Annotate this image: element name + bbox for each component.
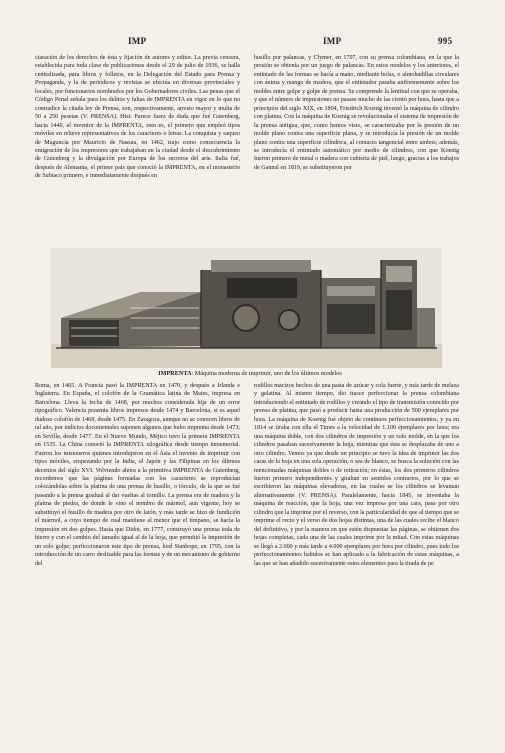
page-number: 995 — [438, 36, 453, 46]
column-bottom-left: Roma, en 1465. A Francia pasó la IMPRENTA en 1470, y después a Irlanda e Inglaterra. En España, el colofón de la Gramática latina de Mates, impresa en Barcelona. Lleva la fecha de 1468, por muchos considerada hija de un error tipográfico. Valencia presenta libros impresos desde 1474 y Barcelona, si es aquel dudoso colofón de 1468, desde 1475. En Zaragoza, aunque no se conocen libros de tal año, por indicios documentales suponen algunos que hubo imprenta desde 1473; en Sevilla, desde 1477. En el Nuevo Mundo, Méjico tuvo la primera IMPRENTA en 1535. La China conoció la IMPRENTA xilográfica desde tiempo inmemorial. Fueron los misioneros quienes introdujeron en el Asia el invento de imprimir con tipos móviles, empezando por la India, el Japón y las Filipinas en los últimos decenios del siglo XVI. Volviendo ahora a la primitiva IMPRENTA de Gutenberg, recordemos que las páginas formadas con los caracteres se reproducían colocándolas sobre la platina de una prensa de husillo, o tórculo, de la que se fué pasando a la prensa gradual al dar vueltas al tornillo. La prensa era de madera y la platina de piedra, de donde le vino el nombre de mármol, aun vigente; hoy se substituyó el husillo de madera por otro de latón, y más tarde se hizo de fundición el mármol, a cuyo tiempo de cual mantiene al menor que el tímpano, se hacía la impresión en dos golpes. Hasta que Didot, en 1777, construyó una prensa toda de hierro y con el cambio del tamaño igual al de la hoja, que permitió la impresión de un solo golpe; perfeccionaron este tipo de prensa, lord Stanhope, en 1795, con la introducción de un carro deslizable para las formas y de un mecanismo de gobierno del — [35, 383, 240, 567]
printing-press-illustration — [51, 248, 442, 368]
column-top-right: husillo por palancas, y Clymer, en 1797, con su prensa colombiana, en la que la presión se obtenía por un juego de palancas. En estos modelos y los anteriores, el entintado de las formas se hacía a mano, mediante bolas, o almohadillas circulares con ánima y mango de madera, que el entintador pasaba uniformemente sobre los moldes entre golpe y golpe de prensa. Se comprende la lentitud con que se operaba, y que el número de impresiones no pasase mucho de las ciento por hora, hasta que a principios del siglo XIX, en 1804, Friedrich Koenig inventó la máquina de cilindro con platina. Con la máquina de Koenig se revolucionaba el sistema de impresión de la prensa antigua, que, como hemos visto, se caracterizaba por la presión de un molde plano contra una superficie plana, y se introducía la presión de un molde plano contra una superficie cilíndrica, al contacto tangencial entre ambos; además, se introducía el entintado automático por medio de cilindros, con que Koenig fueron primero de metal o madera con cubierta de piel, luego, gracias a los trabajos de Gannal en 1819, se substituyeron por — [254, 55, 459, 171]
caption-text: : Máquina moderna de imprimir, uno de los últimos modelos — [191, 370, 342, 377]
running-head-left: IMP — [128, 36, 147, 46]
running-head-center: IMP — [323, 36, 342, 46]
caption-term: IMPRENTA — [158, 370, 192, 377]
figure-caption — [100, 370, 400, 377]
column-bottom-right: rodillos macizos hechos de una pasta de azúcar y cola fuerte, y más tarde de melaza y gelatina. Al mismo tiempo, dio trasce perfeccionar la prensa colombiana introduciendo el entintado de rodillos y creando el tipo de transmisión conocido por prensa de platina, que pasó a producir hasta una producción de 500 ejemplares por hora. La máquina de Koenig fué objeto de continuos perfeccionamientos, y ya en 1814 se tiraba con ella el Times a la velocidad de 1.100 ejemplares por hora; era una máquina doble, con dos cilindros de impresión y un solo molde, en la que los cilindros pasaban sucesivamente la hoja, mientras que ésta se desplazaba de uno a otro cilindro. Vemos ya que desde un principio se tuvo la idea de imprimir las dos caras de la hoja en una sola operación, o sea de blanco, se busca la solución con las mencionadas máquinas dobles o de retiración; en éstas, los dos primeros cilindros fueron primero independientes y giraban en sentidos contrarios, por lo que se escribieron las máquinas elevadoras, en las cuales se los cilindros se levantan alternativamente (V. PRENSA). Paralelamente, hacia 1845, se inventaba la máquina de reacción, que la hoja, una vez impresa por una cara, pasa por otro cilindro que la imprime por el reverso, con la particularidad de que al tiempo que se imprime el recto y el verso de dos hojas distintas, una de las cuales recibe el blanco del definitivo, y por la manera en que estén dispuestas las páginas, se obtienen dos hojas completas, cada una de las cuales imprime por la mitad. Con estas máquinas se llegó a 2.000 y más tarde a 4.000 ejemplares por hora por cilindro, pues todo los perfeccionamientos habidos se han aplicado a la fabricación de estas máquinas, a las que se han añadido sucesivamente estos elementos para la tirada de pe — [254, 383, 459, 567]
column-top-left: ciaración de los derechos de ésta y fijación de autores y editor. La previa censura, establecida para toda clase de publicaciones desde el 29 de julio de 1936, se halla centralizada, para libros y folletos, en la Delegación del Estado para Prensa y Propaganda, y la de periódicos y revistas se efectúa en diversas provinciales y locales, por funcionarios nombrados por los Gobernadores civiles. Las penas que el Código Penal señala para los delitos y faltas de IMPRENTA en vigor en lo que no contradice la citada ley de Prensa, son, respectivamente, arresto mayor y multa de 50 a 250 pesetas (V. PRENSA). Hist. Parece fuera de duda que fué Gutenberg, hacia 1440, el inventor de la IMPRENTA, esto es, el primero que empleó tipos móviles en relieve representativos de los caracteres o letras. La conquista y saqueo de Maguncia por Mauricio de Nassau, en 1462, trajo como consecuencia la emigración de los impresores que trabajaban en la ciudad desde el descubrimiento de Gutenberg y la divulgación por Europa de los secretos del arte. Italia fué, después de Alemania, el primer país que conoció la IMPRENTA, en el monasterio de Subiaco primero, e inmediatamente después en — [35, 55, 240, 180]
